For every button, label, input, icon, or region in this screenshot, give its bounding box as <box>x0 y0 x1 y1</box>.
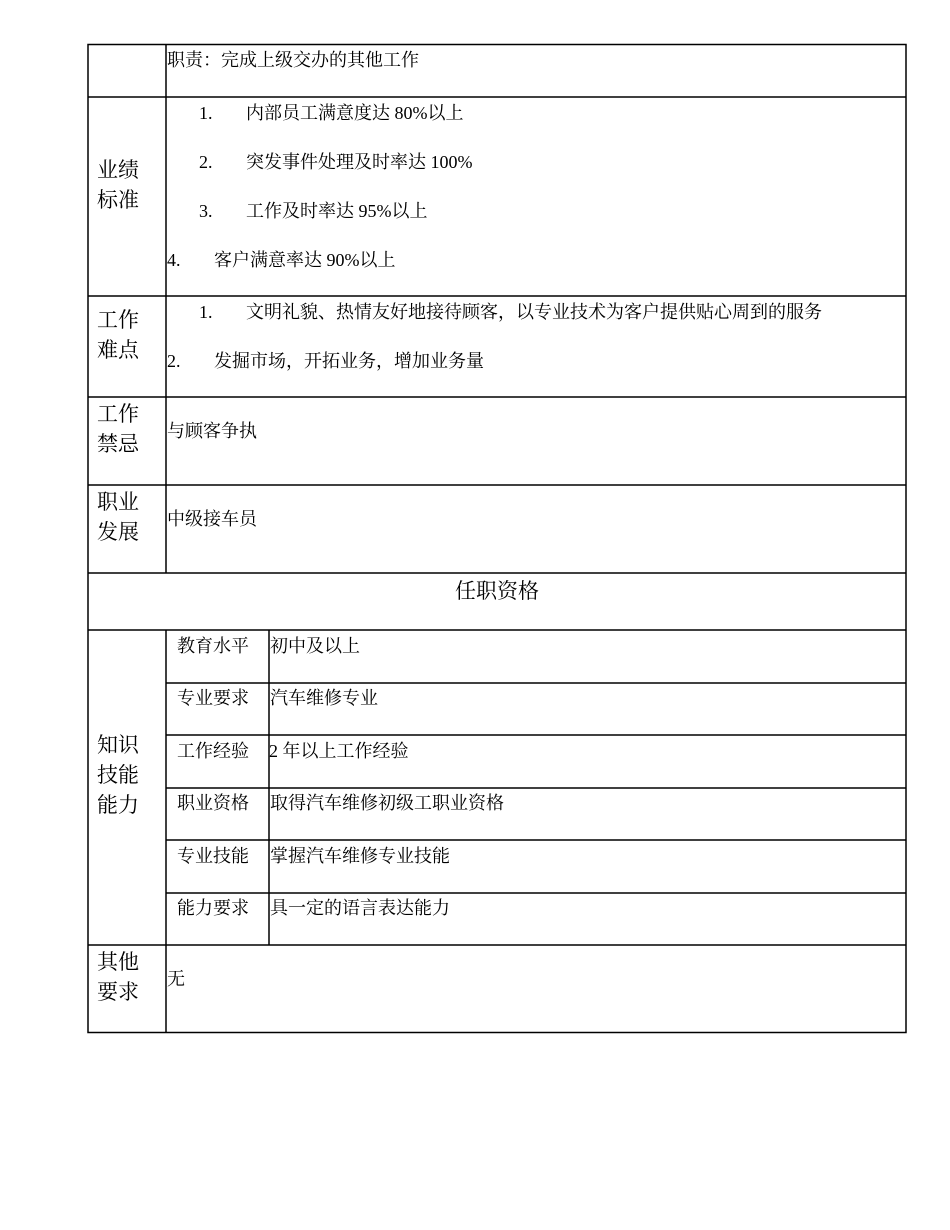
knowledge-key-major: 专业要求 <box>177 688 249 708</box>
performance-item-1-num: 1. <box>199 103 213 123</box>
other-label: 其他 要求 <box>97 950 139 1004</box>
performance-label: 业绩 标准 <box>97 158 139 212</box>
knowledge-label: 知识 技能 能力 <box>97 733 139 817</box>
knowledge-value-education: 初中及以上 <box>270 636 360 656</box>
knowledge-value-major: 汽车维修专业 <box>270 688 378 708</box>
difficulties-item-1-text: 文明礼貌、热情友好地接待顾客，以专业技术为客户提供贴心周到的服务 <box>246 302 822 322</box>
performance-item-3-num: 3. <box>199 201 213 221</box>
other-text: 无 <box>167 969 185 989</box>
career-text: 中级接车员 <box>167 509 257 529</box>
duty-text: 职责：完成上级交办的其他工作 <box>167 50 419 70</box>
performance-item-3-text: 工作及时率达 95%以上 <box>246 201 428 221</box>
difficulties-item-2-text: 发掘市场，开拓业务，增加业务量 <box>214 351 484 371</box>
knowledge-value-experience: 2 年以上工作经验 <box>269 741 409 761</box>
career-label: 职业 发展 <box>97 490 139 544</box>
qualification-header: 任职资格 <box>455 579 539 603</box>
taboos-text: 与顾客争执 <box>167 421 257 441</box>
knowledge-key-certification: 职业资格 <box>177 793 249 813</box>
knowledge-key-experience: 工作经验 <box>177 741 249 761</box>
performance-item-4-num: 4. <box>167 250 181 270</box>
performance-item-1-text: 内部员工满意度达 80%以上 <box>246 103 464 123</box>
performance-item-4-text: 客户满意率达 90%以上 <box>214 250 396 270</box>
knowledge-key-skill: 专业技能 <box>177 846 249 866</box>
knowledge-value-ability: 具一定的语言表达能力 <box>270 898 450 918</box>
performance-item-2-text: 突发事件处理及时率达 100% <box>246 152 473 172</box>
knowledge-value-certification: 取得汽车维修初级工职业资格 <box>270 793 504 813</box>
difficulties-item-2-num: 2. <box>167 351 181 371</box>
performance-item-2-num: 2. <box>199 152 213 172</box>
knowledge-key-education: 教育水平 <box>177 636 249 656</box>
difficulties-label: 工作 难点 <box>97 308 139 362</box>
difficulties-item-1-num: 1. <box>199 302 213 322</box>
taboos-label: 工作 禁忌 <box>97 402 139 456</box>
knowledge-key-ability: 能力要求 <box>177 898 249 918</box>
knowledge-value-skill: 掌握汽车维修专业技能 <box>270 846 450 866</box>
